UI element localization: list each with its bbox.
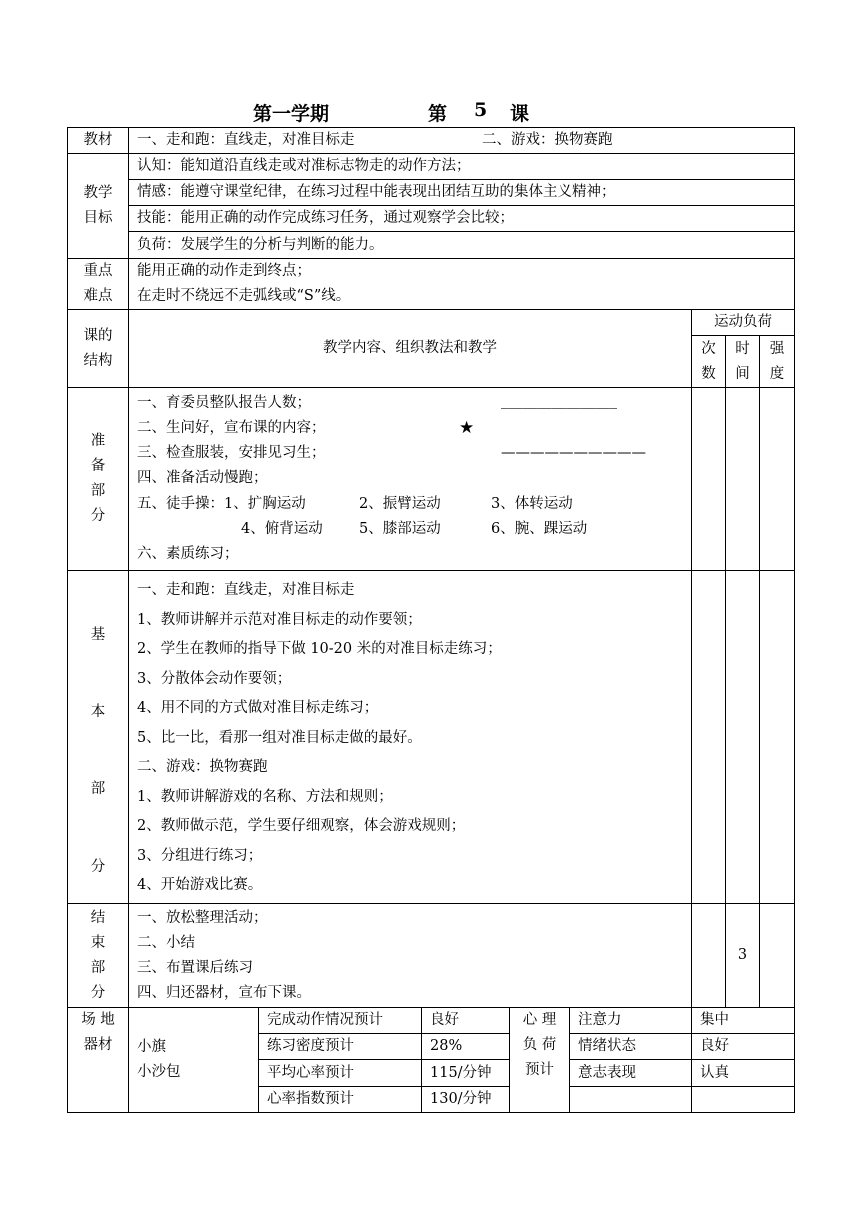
- forecast-value: 115/分钟: [422, 1060, 510, 1087]
- key-points-label: 重点 难点: [68, 259, 129, 310]
- prep-line-2: 二、生问好，宣布课的内容；: [137, 420, 326, 436]
- forecast-name: 完成动作情况预计: [259, 1008, 422, 1034]
- lesson-suffix: 课: [510, 103, 530, 125]
- basic-line: 1、教师讲解游戏的名称、方法和规则；: [137, 788, 393, 805]
- psych-empty: [570, 1087, 692, 1113]
- exercise-4: 4、俯背运动: [241, 521, 323, 537]
- basic-line: 5、比一比，看那一组对准目标走做的最好。: [137, 729, 422, 746]
- forecast-name: 心率指数预计: [259, 1087, 422, 1113]
- lesson-plan-table: [67, 127, 795, 1113]
- basic-content: [129, 571, 692, 904]
- prep-line-1-mark: ________________: [501, 393, 617, 409]
- prep-line-3-mark: ——————————: [501, 445, 646, 461]
- intensity-header: 强 度: [760, 336, 795, 388]
- basic-line: 2、学生在教师的指导下做 10-20 米的对准目标走练习；: [137, 641, 502, 657]
- equipment-list: 小旗 小沙包: [129, 1008, 259, 1113]
- exercise-5: 5、膝部运动: [359, 521, 441, 537]
- objectives-label: 教学 目标: [68, 154, 129, 259]
- ending-duration: 3: [726, 904, 760, 1008]
- prep-intensity: [760, 388, 795, 571]
- basic-line: 一、走和跑：直线走，对准目标走: [137, 582, 355, 598]
- basic-line: 3、分散体会动作要领；: [137, 670, 292, 687]
- basic-line: 4、开始游戏比赛。: [137, 877, 263, 893]
- prep-times: [692, 388, 726, 571]
- ending-intensity: [760, 904, 795, 1008]
- forecast-value: 130/分钟: [422, 1087, 510, 1113]
- basic-line: 4、用不同的方式做对准目标走练习；: [137, 700, 379, 716]
- psych-label: 心 理 负 荷 预计: [510, 1008, 570, 1113]
- objective-affective: 情感：能遵守课堂纪律，在练习过程中能表现出团结互助的集体主义精神；: [129, 180, 795, 206]
- ending-content: 一、放松整理活动； 二、小结 三、布置课后练习 四、归还器材，宣布下课。: [129, 904, 692, 1008]
- prep-line-3: 三、检查服装，安排见习生；: [137, 445, 326, 461]
- key-points-content: 能用正确的动作走到终点； 在走时不绕远不走弧线或“S”线。: [129, 259, 795, 310]
- ending-times: [692, 904, 726, 1008]
- psych-value: 良好: [692, 1034, 795, 1060]
- basic-intensity: [760, 571, 795, 904]
- basic-label: 基 本 部 分: [68, 571, 129, 904]
- objective-skill: 技能：能用正确的动作完成练习任务，通过观察学会比较；: [129, 206, 795, 232]
- term-title: 第一学期: [253, 103, 330, 125]
- load-header: 运动负荷: [692, 310, 795, 336]
- prep-content: [129, 388, 692, 571]
- prep-line-5: 五、徒手操：1、扩胸运动: [137, 496, 306, 512]
- psych-value: 集中: [692, 1008, 795, 1034]
- exercise-6: 6、腕、踝运动: [491, 521, 588, 537]
- prep-label: 准 备 部 分: [68, 388, 129, 571]
- content-header: 教学内容、组织教法和教学: [129, 310, 692, 388]
- psych-empty-value: [692, 1087, 795, 1113]
- star-icon: ★: [459, 418, 475, 438]
- material-label: 教材: [68, 128, 129, 154]
- basic-line: 二、游戏：换物赛跑: [137, 759, 268, 775]
- basic-times: [692, 571, 726, 904]
- psych-name: 情绪状态: [570, 1034, 692, 1060]
- material-item-1: 一、走和跑：直线走，对准目标走: [137, 132, 355, 148]
- structure-label: 课的 结构: [68, 310, 129, 388]
- exercise-2: 2、振臂运动: [359, 496, 441, 512]
- basic-line: 2、教师做示范，学生要仔细观察，体会游戏规则；: [137, 818, 466, 834]
- prep-line-4: 四、准备活动慢跑；: [137, 470, 268, 486]
- lesson-prefix: 第: [428, 103, 448, 125]
- basic-duration: [726, 571, 760, 904]
- forecast-value: 良好: [422, 1008, 510, 1034]
- page-title: [0, 99, 860, 127]
- lesson-number: 5: [474, 99, 488, 121]
- material-content: [129, 128, 795, 154]
- prep-line-6: 六、素质练习；: [137, 546, 239, 562]
- basic-line: 1、教师讲解并示范对准目标走的动作要领；: [137, 611, 422, 628]
- psych-value: 认真: [692, 1060, 795, 1087]
- forecast-name: 平均心率预计: [259, 1060, 422, 1087]
- prep-line-1: 一、育委员整队报告人数；: [137, 395, 311, 411]
- venue-label: 场 地 器材: [68, 1008, 129, 1113]
- forecast-name: 练习密度预计: [259, 1034, 422, 1060]
- objective-cognitive: 认知：能知道沿直线走或对准标志物走的动作方法；: [129, 154, 795, 180]
- exercise-3: 3、体转运动: [491, 496, 573, 512]
- forecast-value: 28%: [422, 1034, 510, 1060]
- psych-name: 注意力: [570, 1008, 692, 1034]
- duration-header: 时 间: [726, 336, 760, 388]
- material-item-2: 二、游戏：换物赛跑: [482, 132, 613, 148]
- basic-line: 3、分组进行练习；: [137, 847, 263, 864]
- prep-duration: [726, 388, 760, 571]
- ending-label: 结 束 部 分: [68, 904, 129, 1008]
- psych-name: 意志表现: [570, 1060, 692, 1087]
- times-header: 次 数: [692, 336, 726, 388]
- objective-load: 负荷：发展学生的分析与判断的能力。: [129, 232, 795, 259]
